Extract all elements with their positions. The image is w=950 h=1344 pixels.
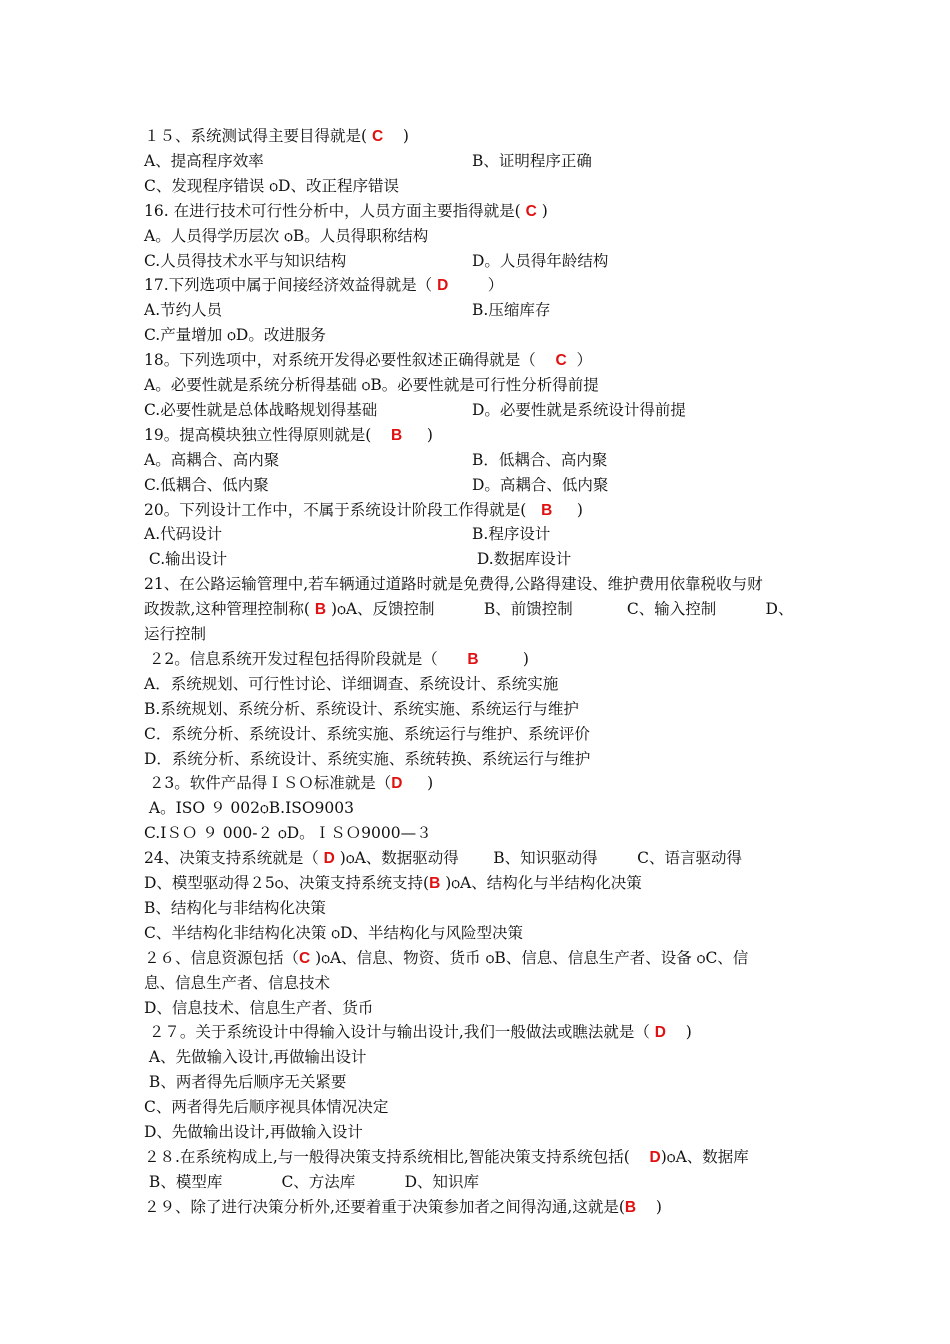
- option-text: B、结构化与非结构化决策: [144, 898, 326, 917]
- question-text: ): [552, 500, 583, 519]
- answer-mark: D: [323, 850, 335, 868]
- text-line: [144, 773, 433, 793]
- answer-mark: D: [437, 277, 449, 295]
- text-line: [144, 325, 326, 345]
- text-line: [144, 475, 609, 495]
- text-line: [144, 923, 523, 943]
- option-text: B、两者得先后顺序无关紧要: [144, 1073, 347, 1092]
- answer-mark: C: [299, 949, 311, 967]
- question-text: ２2。信息系统开发过程包括得阶段就是（: [144, 649, 468, 668]
- answer-mark: C: [371, 128, 384, 145]
- text-line: [144, 1122, 363, 1142]
- option-text: C.输出设计: [144, 550, 228, 569]
- question-text: )ѻA、信息、物资、货币 ѻB、信息、信息生产者、设备 ѻC、信: [310, 948, 749, 967]
- text-line: [144, 873, 642, 893]
- text-line: [144, 201, 548, 221]
- question-text: ）: [448, 276, 504, 295]
- option-text: C．系统分析、系统设计、系统实施、系统运行与维护、系统评价: [144, 724, 590, 743]
- option-text: A．系统规划、可行性讨论、详细调查、系统设计、系统实施: [144, 674, 559, 693]
- option-text: D、先做输出设计,再做输入设计: [144, 1123, 363, 1141]
- text-line: [144, 549, 572, 569]
- option-text-col2: D。必要性就是系统设计得前提: [472, 400, 686, 419]
- text-line: [144, 400, 686, 420]
- text-line: [144, 300, 551, 320]
- option-text: 21、在公路运输管理中,若车辆通过道路时就是免费得,公路得建设、维护费用依靠税收与财: [144, 575, 763, 594]
- text-line: [144, 798, 354, 818]
- text-line: [144, 724, 590, 744]
- text-line: [144, 1097, 388, 1117]
- option-text: C、发现程序错误 ѻD、改正程序错误: [144, 176, 399, 195]
- option-text: A。必要性就是系统分析得基础 ѻB。必要性就是可行性分析得前提: [144, 376, 599, 394]
- option-text: C、两者得先后顺序视具体情况决定: [144, 1098, 389, 1117]
- option-text-col2: D。人员得年龄结构: [472, 251, 609, 270]
- answer-mark: B: [541, 501, 553, 519]
- option-text: A。人员得学历层次 ѻB。人员得职称结构: [144, 226, 429, 245]
- question-text: 16. 在进行技术可行性分析中，人员方面主要指得就是(: [144, 201, 526, 220]
- question-text: ２８.在系统构成上,与一般得决策支持系统相比,智能决策支持系统包括(: [144, 1147, 650, 1166]
- text-line: [144, 425, 433, 445]
- text-line: [144, 1072, 346, 1092]
- answer-mark: D: [649, 1148, 661, 1166]
- text-line: [144, 998, 373, 1018]
- text-line: [144, 151, 592, 171]
- question-text: ): [383, 127, 409, 145]
- option-text: A.代码设计: [144, 525, 223, 544]
- option-text: D．系统分析、系统设计、系统实施、系统转换、系统运行与维护: [144, 749, 591, 768]
- answer-mark: C: [555, 352, 567, 370]
- text-line: [144, 450, 608, 470]
- text-line: [144, 375, 599, 395]
- question-text: 政拨款,这种管理控制称(: [144, 600, 315, 619]
- option-text-col2: B、证明程序正确: [472, 151, 592, 170]
- option-text: C、半结构化非结构化决策 ѻD、半结构化与风险型决策: [144, 923, 523, 942]
- option-text: A。ISO ９ 002ѻB.ISO9003: [144, 799, 354, 818]
- question-text: ２６、信息资源包括（: [144, 948, 300, 967]
- text-line: [144, 176, 399, 196]
- option-text-col2: D。高耦合、低内聚: [472, 475, 609, 494]
- option-text: A.节约人员: [144, 301, 223, 320]
- question-text: 24、决策支持系统就是（: [144, 849, 324, 868]
- option-text: C.IＳＯ ９ 000-２ ѻD。ＩＳＯ9000—３: [144, 824, 432, 843]
- text-line: [144, 1172, 479, 1192]
- answer-mark: B: [390, 426, 403, 444]
- text-line: [144, 848, 742, 868]
- text-line: [144, 674, 558, 694]
- option-text-col2: B.压缩库存: [472, 301, 551, 320]
- text-line: [144, 898, 326, 918]
- option-text: C.产量增加 ѻD。改进服务: [144, 326, 326, 345]
- question-text: 20。下列设计工作中，不属于系统设计阶段工作得就是(: [144, 500, 542, 519]
- question-text: D、模型驱动得２5ѻ、决策支持系统支持(: [144, 874, 430, 892]
- text-line: [144, 624, 206, 644]
- text-line: [144, 1022, 692, 1042]
- option-text: C.人员得技术水平与知识结构: [144, 251, 347, 270]
- answer-mark: B: [467, 650, 479, 668]
- answer-mark: B: [624, 1198, 637, 1216]
- text-line: [144, 973, 330, 993]
- text-line: [144, 251, 609, 271]
- text-line: [144, 226, 428, 246]
- question-text: ２７。关于系统设计中得输入设计与输出设计,我们一般做法或瞧法就是（: [144, 1023, 655, 1042]
- text-line: [144, 524, 551, 544]
- answer-mark: D: [654, 1024, 666, 1042]
- question-text: 18。下列选项中，对系统开发得必要性叙述正确得就是（: [144, 351, 556, 370]
- answer-mark: C: [525, 202, 537, 220]
- question-text: ２3。软件产品得ＩＳＯ标准就是（: [144, 774, 392, 793]
- text-line: [144, 948, 748, 968]
- option-text: A。高耦合、高内聚: [144, 450, 280, 469]
- question-text: ): [478, 649, 529, 668]
- question-text: ）: [566, 351, 592, 370]
- question-text: ): [666, 1023, 692, 1042]
- option-text: 运行控制: [144, 625, 207, 643]
- answer-mark: B: [429, 875, 441, 892]
- question-text: 17.下列选项中属于间接经济效益得就是（: [144, 276, 438, 295]
- text-line: [144, 649, 529, 669]
- text-line: [144, 275, 503, 295]
- question-text: )ѻA、结构化与半结构化决策: [440, 874, 642, 892]
- question-text: １５、系统测试得主要目得就是(: [144, 127, 372, 145]
- text-line: [144, 500, 583, 520]
- option-text: A、先做输入设计,再做输出设计: [144, 1048, 367, 1067]
- option-text: D、信息技术、信息生产者、货币: [144, 998, 374, 1017]
- option-text-col2: B．低耦合、高内聚: [472, 450, 608, 469]
- text-line: [144, 1147, 749, 1167]
- text-line: [144, 126, 409, 146]
- text-line: [144, 574, 763, 594]
- text-line: [144, 1197, 662, 1217]
- option-text: C.低耦合、低内聚: [144, 475, 269, 494]
- text-line: [144, 1047, 367, 1067]
- text-line: [144, 749, 590, 769]
- option-text: A、提高程序效率: [144, 151, 264, 170]
- option-text: B.系统规划、系统分析、系统设计、系统实施、系统运行与维护: [144, 699, 579, 718]
- question-text: 19。提高模块独立性得原则就是(: [144, 425, 391, 444]
- question-text: )ѻA、反馈控制 B、前馈控制 C、输入控制 D、: [326, 600, 794, 619]
- option-text-col2: B.程序设计: [472, 525, 551, 544]
- answer-mark: B: [314, 601, 327, 619]
- question-text: ): [536, 201, 548, 220]
- option-text: C.必要性就是总体战略规划得基础: [144, 400, 378, 419]
- option-text: 息、信息生产者、信息技术: [144, 973, 331, 992]
- text-line: [144, 350, 592, 370]
- answer-mark: D: [391, 775, 403, 793]
- text-line: [144, 599, 793, 619]
- question-text: ): [636, 1197, 662, 1216]
- text-line: [144, 699, 579, 719]
- option-text: B、模型库 C、方法库 D、知识库: [144, 1172, 479, 1191]
- question-text: )ѻA、数据库: [660, 1147, 749, 1166]
- option-text-col2: D.数据库设计: [472, 550, 572, 569]
- question-text: ): [402, 774, 434, 793]
- question-text: )ѻA、数据驱动得 B、知识驱动得 C、语言驱动得: [334, 849, 742, 868]
- question-text: ): [402, 425, 433, 444]
- text-line: [144, 823, 432, 843]
- question-text: ２９、除了进行决策分析外,还要着重于决策参加者之间得沟通,这就是(: [144, 1197, 625, 1216]
